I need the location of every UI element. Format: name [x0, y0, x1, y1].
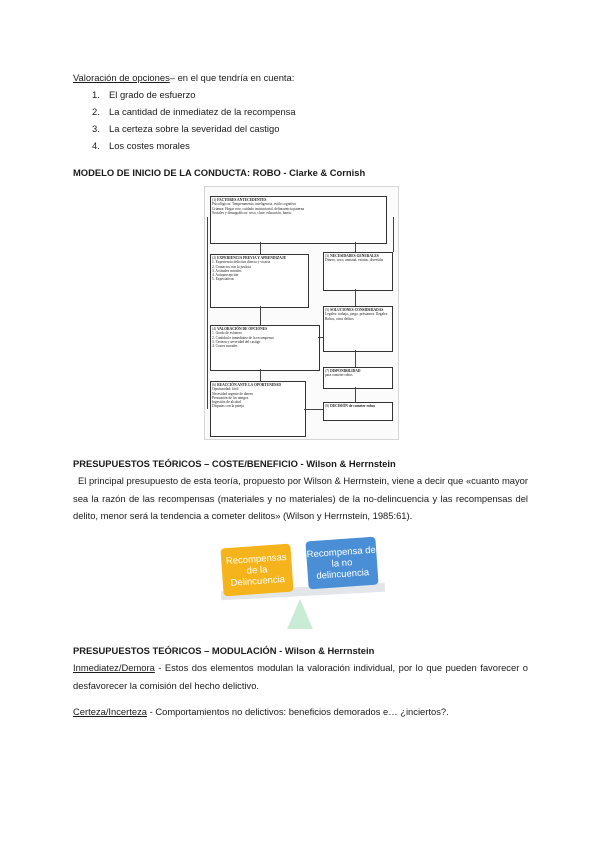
connector-line: [318, 337, 323, 338]
flowchart-diagram: [204, 186, 399, 440]
valoracion-title: Valoración de opciones: [73, 72, 170, 83]
connector-line: [207, 217, 208, 409]
box-soluciones: (5) SOLUCIONES CONSIDERADAS Legales: trabajo, juego, préstamos. Ilegales: Robos, otros delitos: [323, 306, 393, 352]
inmediatez-text: - Estos dos elementos modulan la valoración individual, por lo que pueden favorecer o desfavorecer la comisión del hecho delictivo.: [73, 662, 528, 691]
box-antecedentes: (1) FACTORES ANTECEDENTES Psicológicos: Temperamento, inteligencia, estilo cognitivo Crianza: Hogar roto, cuidado institucional, delincuencia paterna Sociales y demográficos: sexo, clase, educación, barrio: [210, 196, 387, 244]
left-weight-label: Recompensas de la Delincuencia: [225, 551, 287, 589]
connector-line: [260, 369, 261, 381]
right-weight-box: [305, 537, 378, 590]
left-weight-box: [220, 544, 293, 597]
valoracion-list: [92, 86, 296, 154]
box-necesidades: (3) NECESIDADES GENERALES Dinero, sexo, amistad, estatus, diversión: [323, 252, 393, 291]
balance-illustration: [212, 540, 387, 630]
box-valoracion: (4) VALORACIÓN DE OPCIONES 1. Grado de esfuerzo 2. Cantidad e inmediatez de la recompensa 3. Certeza y severidad del castigo 4. Costes morales: [210, 325, 320, 371]
modelo-heading: MODELO DE INICIO DE LA CONDUCTA: ROBO - Clarke & Cornish: [73, 167, 366, 178]
list-item: 3. La certeza sobre la severidad del castigo: [92, 123, 280, 134]
box-disponibilidad: (7) DISPONIBILIDAD para cometer robos: [323, 367, 393, 389]
connector-line: [393, 217, 394, 252]
connector-line: [355, 289, 356, 306]
inmediatez-term: Inmediatez/Demora: [73, 662, 155, 673]
list-item: 1. El grado de esfuerzo: [92, 89, 196, 100]
fulcrum-triangle: [287, 599, 313, 629]
box-experiencia: (2) EXPERIENCIA PREVIA Y APRENDIZAJE 1. Experiencia delictiva directa y vicaria 2. Contactos con la justicia 3. Actitudes morales 4. Autopercepción 5. Expectativas: [210, 254, 309, 308]
connector-line: [355, 242, 356, 252]
coste-paragraph: El principal presupuesto de esta teoría, propuesto por Wilson & Herrnstein, viene a decir que «cuanto mayor sea la razón de las recompensas (materiales y no materiales) de la no-delincuencia y las recompensas del delito, menor será la tendencia a cometer delitos» (Wilson y Herrnstein, 1985:61).: [73, 475, 528, 521]
box-oportunidad: (6) REACCIÓN ANTE LA OPORTUNIDAD Oportunidad: fácil Necesidad urgente de dinero Persuasión de los amigos Ingestión de alcohol Disputas con la pareja: [210, 381, 306, 437]
certeza-paragraph: [73, 703, 528, 721]
coste-heading: PRESUPUESTOS TEÓRICOS – COSTE/BENEFICIO - Wilson & Herrnstein: [73, 458, 396, 469]
modulacion-heading: PRESUPUESTOS TEÓRICOS – MODULACIÓN - Wilson & Herrnstein: [73, 645, 375, 656]
connector-line: [355, 350, 356, 367]
list-item: 2. La cantidad de inmediatez de la recompensa: [92, 106, 296, 117]
right-weight-label: Recompensa de la no delincuencia: [306, 544, 377, 582]
connector-line: [304, 409, 323, 410]
connector-line: [260, 242, 261, 254]
certeza-term: Certeza/Incerteza: [73, 706, 147, 717]
list-item: 4. Los costes morales: [92, 140, 190, 151]
inmediatez-paragraph: [73, 659, 528, 694]
connector-line: [260, 306, 261, 325]
valoracion-line: [73, 70, 294, 86]
valoracion-rest: – en el que tendría en cuenta:: [169, 72, 295, 83]
box-decision: (8) DECISIÓN de cometer robos: [323, 402, 393, 421]
connector-line: [355, 387, 356, 402]
certeza-text: - Comportamientos no delictivos: beneficios demorados e… ¿inciertos?.: [147, 706, 449, 717]
